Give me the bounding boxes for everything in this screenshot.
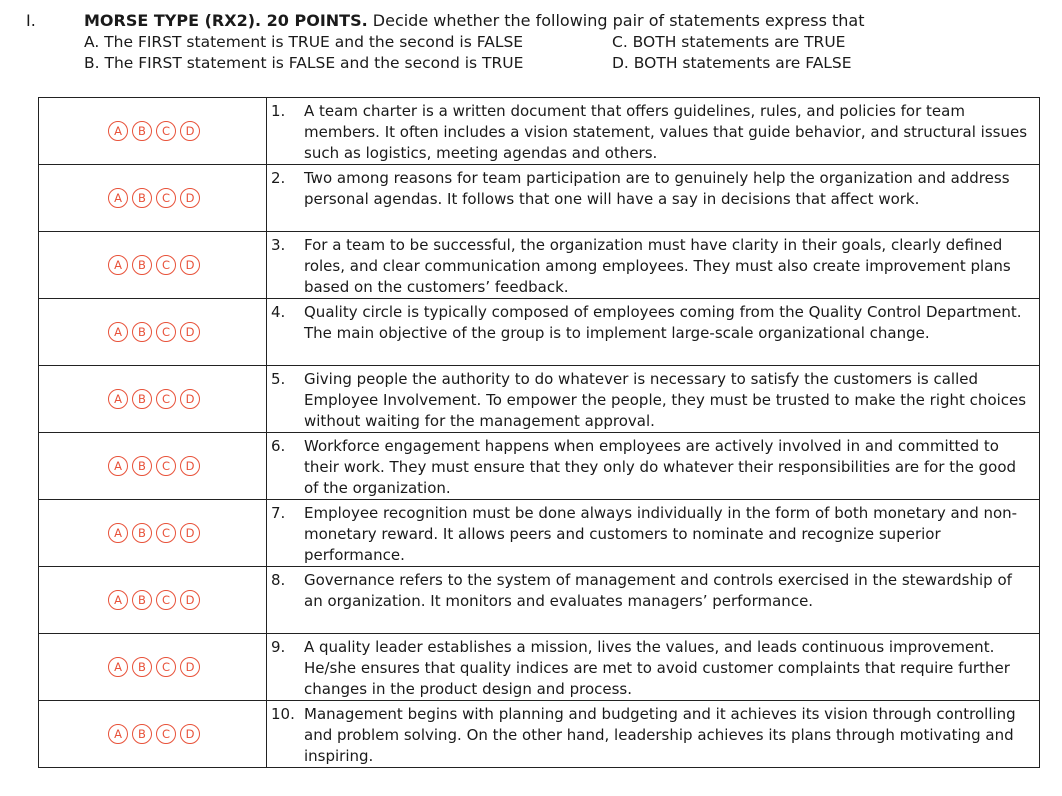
- question-text: A team charter is a written document that offers guidelines, rules, and policies for team members. It often includes a vision statement, values that guide behavior, and structural issues such as logistics, meeting agendas and others.: [304, 102, 1028, 162]
- bubble-a[interactable]: A: [108, 121, 128, 141]
- question-text: Workforce engagement happens when employees are actively involved in and committed to their work. They must ensure that they only do whatever their responsibilities are for the good of the organization.: [304, 437, 1017, 497]
- question-cell: [267, 299, 1040, 366]
- question-cell: [267, 500, 1040, 567]
- bubble-d[interactable]: D: [180, 523, 200, 543]
- bubble-b[interactable]: B: [132, 657, 152, 677]
- answer-bubbles: [39, 98, 267, 165]
- question-row: [39, 366, 1040, 433]
- question-number: 2.: [271, 169, 286, 187]
- bubble-c[interactable]: C: [156, 523, 176, 543]
- question-text: For a team to be successful, the organization must have clarity in their goals, clearly defined roles, and clear communication among employees. They must also create improvement plans based on the customers’ feedback.: [304, 236, 1011, 296]
- bubble-c[interactable]: C: [156, 121, 176, 141]
- answer-bubbles: [39, 500, 267, 567]
- answer-bubbles: [39, 567, 267, 634]
- question-number: 7.: [271, 504, 286, 522]
- section-number: I.: [26, 11, 36, 30]
- question-number: 6.: [271, 437, 286, 455]
- question-row: [39, 634, 1040, 701]
- option-a: A. The FIRST statement is TRUE and the second is FALSE: [84, 33, 524, 51]
- answer-bubbles: [39, 165, 267, 232]
- bubble-d[interactable]: D: [180, 657, 200, 677]
- section-instruction: [84, 10, 865, 31]
- option-b: B. The FIRST statement is FALSE and the second is TRUE: [84, 54, 524, 72]
- bubble-d[interactable]: D: [180, 389, 200, 409]
- bubble-c[interactable]: C: [156, 657, 176, 677]
- question-table: [38, 97, 1040, 768]
- question-text: Employee recognition must be done always individually in the form of both monetary and non-monetary reward. It allows peers and customers to nominate and recognize superior performance.: [304, 504, 1018, 564]
- option-c: C. BOTH statements are TRUE: [612, 33, 846, 51]
- bubble-d[interactable]: D: [180, 255, 200, 275]
- bubble-d[interactable]: D: [180, 188, 200, 208]
- bubble-d[interactable]: D: [180, 724, 200, 744]
- bubble-d[interactable]: D: [180, 322, 200, 342]
- question-cell: [267, 366, 1040, 433]
- bubble-a[interactable]: A: [108, 322, 128, 342]
- bubble-d[interactable]: D: [180, 456, 200, 476]
- question-cell: [267, 232, 1040, 299]
- option-d: D. BOTH statements are FALSE: [612, 54, 852, 72]
- question-text: Quality circle is typically composed of employees coming from the Quality Control Department. The main objective of the group is to implement large-scale organizational change.: [304, 303, 1022, 342]
- section-title: MORSE TYPE (RX2). 20 POINTS.: [84, 11, 368, 30]
- bubble-c[interactable]: C: [156, 724, 176, 744]
- answer-bubbles: [39, 366, 267, 433]
- bubble-b[interactable]: B: [132, 121, 152, 141]
- question-row: [39, 701, 1040, 768]
- answer-bubbles: [39, 701, 267, 768]
- question-text: Giving people the authority to do whatever is necessary to satisfy the customers is called Employee Involvement. To empower the people, they must be trusted to make the right choices without waiting for the management approval.: [304, 370, 1027, 430]
- question-text: Management begins with planning and budgeting and it achieves its vision through controlling and problem solving. On the other hand, leadership achieves its plans through motivating and inspiring.: [304, 705, 1016, 765]
- bubble-a[interactable]: A: [108, 389, 128, 409]
- answer-bubbles: [39, 232, 267, 299]
- question-number: 9.: [271, 638, 286, 656]
- question-row: [39, 299, 1040, 366]
- bubble-c[interactable]: C: [156, 456, 176, 476]
- bubble-b[interactable]: B: [132, 523, 152, 543]
- bubble-a[interactable]: A: [108, 657, 128, 677]
- question-number: 8.: [271, 571, 286, 589]
- bubble-a[interactable]: A: [108, 255, 128, 275]
- bubble-b[interactable]: B: [132, 322, 152, 342]
- bubble-a[interactable]: A: [108, 188, 128, 208]
- answer-bubbles: [39, 433, 267, 500]
- question-text: Governance refers to the system of management and controls exercised in the stewardship of an organization. It monitors and evaluates managers’ performance.: [304, 571, 1012, 610]
- question-number: 5.: [271, 370, 286, 388]
- bubble-b[interactable]: B: [132, 724, 152, 744]
- question-row: [39, 165, 1040, 232]
- question-row: [39, 500, 1040, 567]
- question-number: 1.: [271, 102, 286, 120]
- bubble-c[interactable]: C: [156, 322, 176, 342]
- question-cell: [267, 165, 1040, 232]
- bubble-c[interactable]: C: [156, 389, 176, 409]
- question-row: [39, 567, 1040, 634]
- question-row: [39, 433, 1040, 500]
- bubble-a[interactable]: A: [108, 724, 128, 744]
- bubble-d[interactable]: D: [180, 590, 200, 610]
- question-cell: [267, 98, 1040, 165]
- answer-bubbles: [39, 299, 267, 366]
- bubble-c[interactable]: C: [156, 255, 176, 275]
- question-cell: [267, 433, 1040, 500]
- question-number: 10.: [271, 705, 295, 723]
- question-cell: [267, 701, 1040, 768]
- question-row: [39, 232, 1040, 299]
- bubble-b[interactable]: B: [132, 188, 152, 208]
- bubble-a[interactable]: A: [108, 523, 128, 543]
- bubble-b[interactable]: B: [132, 389, 152, 409]
- bubble-c[interactable]: C: [156, 590, 176, 610]
- question-cell: [267, 567, 1040, 634]
- question-number: 3.: [271, 236, 286, 254]
- question-cell: [267, 634, 1040, 701]
- bubble-a[interactable]: A: [108, 590, 128, 610]
- bubble-a[interactable]: A: [108, 456, 128, 476]
- bubble-c[interactable]: C: [156, 188, 176, 208]
- question-text: Two among reasons for team participation are to genuinely help the organization and address personal agendas. It follows that one will have a say in decisions that affect work.: [304, 169, 1010, 208]
- question-text: A quality leader establishes a mission, lives the values, and leads continuous improvement. He/she ensures that quality indices are met to avoid customer complaints that require further changes in the product design and process.: [304, 638, 1010, 698]
- bubble-b[interactable]: B: [132, 590, 152, 610]
- question-number: 4.: [271, 303, 286, 321]
- bubble-b[interactable]: B: [132, 456, 152, 476]
- answer-bubbles: [39, 634, 267, 701]
- instruction-text: Decide whether the following pair of statements express that: [367, 11, 865, 30]
- question-row: [39, 98, 1040, 165]
- bubble-d[interactable]: D: [180, 121, 200, 141]
- bubble-b[interactable]: B: [132, 255, 152, 275]
